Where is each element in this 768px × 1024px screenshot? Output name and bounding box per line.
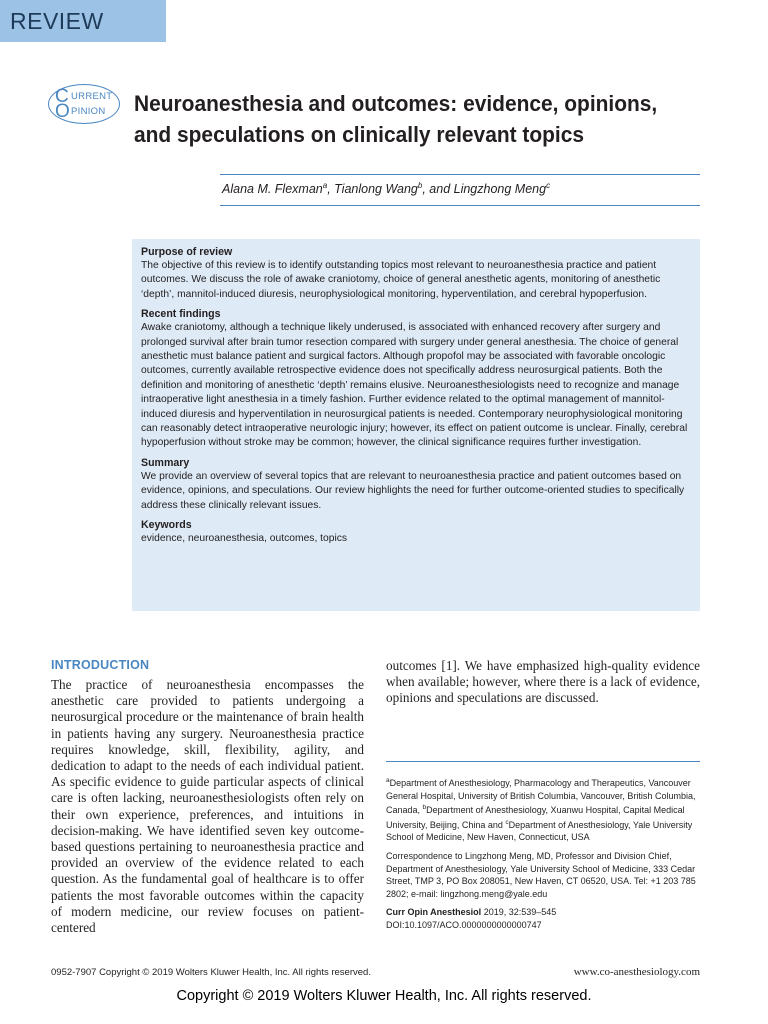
- author-name: Tianlong Wang: [334, 182, 418, 197]
- logo-text-urrent: URRENT: [71, 91, 113, 102]
- affiliation-mark-c: c: [505, 818, 509, 826]
- correspondence: Correspondence to Lingzhong Meng, MD, Professor and Division Chief, Department of Anesthesiology, Yale University School of Medicine, 333 Cedar Street, TMP 3, PO Box 208051, New Haven, CT 06520, USA. Tel: +1 203 785 2802; e-mail: lingzhong.meng@yale.edu: [386, 850, 696, 899]
- affiliation-b: Department of Anesthesiology, Xuanwu Hospital, Capital Medical University, Beijing, China and: [386, 805, 685, 830]
- logo-text-pinion: PINION: [71, 106, 106, 117]
- copyright-banner: Copyright © 2019 Wolters Kluwer Health, Inc. All rights reserved.: [176, 988, 592, 1004]
- findings-heading: Recent findings: [141, 308, 221, 321]
- logo-initial-o: O: [55, 101, 70, 122]
- footnote-rule: [386, 761, 700, 762]
- article-title: Neuroanesthesia and outcomes: evidence, opinions, and speculations on clinically relevant topics: [134, 91, 658, 147]
- summary-heading: Summary: [141, 456, 190, 469]
- author-separator: , and: [422, 182, 454, 197]
- issn-copyright: 0952-7907 Copyright © 2019 Wolters Kluwer Health, Inc. All rights reserved.: [51, 967, 371, 978]
- journal-name: Curr Opin Anesthesiol: [386, 907, 482, 918]
- author-name: Alana M. Flexman: [222, 182, 323, 197]
- author-affiliation-mark: a: [322, 181, 328, 190]
- affiliation-mark-b: b: [422, 804, 427, 812]
- footnotes: [386, 775, 700, 932]
- introduction-heading: INTRODUCTION: [51, 658, 150, 672]
- keywords-heading: Keywords: [141, 519, 192, 532]
- current-opinion-logo: [48, 84, 120, 124]
- author-list: [222, 181, 550, 196]
- abstract-box: [132, 239, 700, 611]
- author-affiliation-mark: b: [417, 181, 423, 190]
- author-affiliation-mark: c: [546, 181, 551, 190]
- logo-initial-c: C: [55, 86, 69, 107]
- affiliation-mark-a: a: [386, 777, 390, 784]
- authors-rule-bottom: [220, 205, 700, 206]
- purpose-heading: Purpose of review: [141, 246, 233, 258]
- affiliation-a: Department of Anesthesiology, Pharmacology and Therapeutics, Vancouver General Hospital, University of British Columbia, Vancouver, British Columbia, Canada,: [386, 778, 696, 816]
- introduction-left-column: The practice of neuroanesthesia encompasses the anesthetic care provided to patients undergoing a neurosurgical procedure or the maintenance of brain health in patients having any surgery. Neuroanesthesia practice requires knowledge, skill, flexibility, agility, and dedication to adapt to the needs of each individual patient. As specific evidence to guide particular aspects of clinical care is often lacking, neuroanesthesiologists often rely on their own experience, preferences, and intuitions in decision-making. We have identified seven key outcome-based questions pertaining to neuroanesthesia practice and provided an overview of the evidence related to each question. As the fundamental goal of healthcare is to offer patients the most favorable outcomes within the capacity of modern medicine, our review focuses on patient-centered: [51, 677, 364, 936]
- affiliations: [386, 775, 700, 844]
- journal-website-link[interactable]: www.co-anesthesiology.com: [573, 966, 700, 978]
- affiliation-c: Department of Anesthesiology, Yale University School of Medicine, New Haven, Connecticut, USA: [386, 819, 693, 843]
- section-tab-review: [0, 0, 166, 42]
- summary-text: We provide an overview of several topics that are relevant to neuroanesthesia practice and patient outcomes based on evidence, opinions, and speculations. Our review highlights the need for further outcome-oriented studies to specifically address these clinically relevant issues.: [141, 470, 685, 511]
- doi: DOI:10.1097/ACO.0000000000000747: [386, 919, 542, 930]
- introduction-right-column: outcomes [1]. We have emphasized high-quality evidence when available; however, where there is a lack of evidence, opinions and speculations are discussed.: [386, 658, 700, 706]
- keywords-text: evidence, neuroanesthesia, outcomes, topics: [141, 533, 348, 545]
- purpose-text: The objective of this review is to identify outstanding topics most relevant to neuroanesthesia practice and patient outcomes. We discuss the role of awake craniotomy, choice of general anesthetic agents, monitoring of anesthetic ‘depth’, mannitol-induced diuresis, neurophysiological monitoring, hyperventilation, and cerebral hypoperfusion.: [141, 260, 661, 300]
- authors-rule-top: [220, 174, 700, 175]
- section-tab-label: REVIEW: [10, 7, 104, 34]
- findings-text: Awake craniotomy, although a technique likely underused, is associated with enhanced recovery after surgery and prolonged survival after brain tumor resection compared with surgery under general anesthesia. The choice of general anesthetic must balance patient and surgical factors. Although propofol may be associated with favorable oncologic outcomes, currently available retrospective evidence does not specifically address neurosurgical patients. Both the definition and monitoring of anesthetic ‘depth’ remains elusive. Neuroanesthesiologists need to recognize and manage intraoperative light anesthesia in a timely fashion. Further evidence related to the optimal management of mannitol-induced diuresis and hyperventilation in neurosurgical patients is needed. Contemporary neurophysiological monitoring can reasonably detect intraoperative neurologic injury; however, its effect on patient outcome is unclear. Finally, cerebral hypoperfusion without stroke may be common; however, the clinical significance requires further investigation.: [141, 322, 688, 449]
- author-name: Lingzhong Meng: [453, 182, 547, 197]
- journal-ref: 2019, 32:539–545: [481, 907, 557, 918]
- journal-citation: [386, 906, 700, 919]
- author-separator: ,: [327, 182, 335, 197]
